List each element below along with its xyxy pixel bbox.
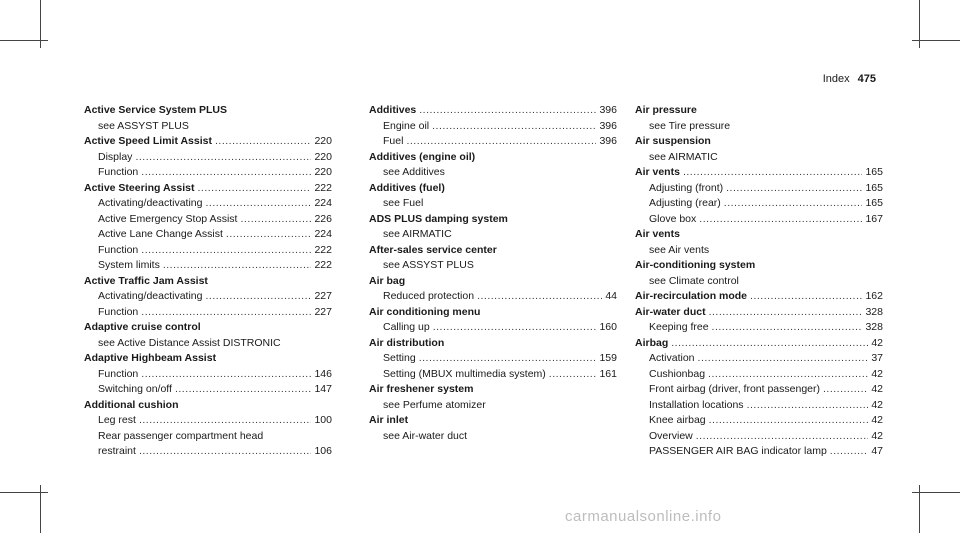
page-ref[interactable]: 42 xyxy=(871,336,883,349)
index-subentry xyxy=(635,212,883,228)
page-ref[interactable]: 44 xyxy=(605,290,617,302)
index-heading xyxy=(84,134,332,150)
index-subentry xyxy=(635,398,883,414)
index-subentry xyxy=(84,258,332,274)
index-subentry xyxy=(369,320,617,336)
index-heading xyxy=(369,243,617,259)
leader-dots xyxy=(205,196,311,212)
index-subentry xyxy=(84,212,332,228)
page-ref[interactable]: 226 xyxy=(314,212,332,225)
index-subentry xyxy=(635,320,883,336)
index-subentry xyxy=(635,243,883,259)
entry-text: PASSENGER AIR BAG indicator lamp xyxy=(649,445,827,457)
index-subentry xyxy=(369,119,617,135)
index-subentry xyxy=(84,444,332,460)
leader-dots xyxy=(708,367,868,383)
index-heading xyxy=(84,181,332,197)
index-heading xyxy=(635,165,883,181)
index-subentry xyxy=(84,119,332,135)
entry-text: Air bag xyxy=(369,274,406,287)
entry-text: Function xyxy=(98,367,139,380)
entry-text: Additives (engine oil) xyxy=(369,150,476,163)
entry-text: Air-water duct xyxy=(635,305,706,318)
page-ref[interactable]: 42 xyxy=(871,398,883,411)
entry-text: see Air-water duct xyxy=(383,429,468,442)
crop-mark xyxy=(912,40,960,41)
entry-text: Engine oil xyxy=(383,119,430,132)
crop-mark xyxy=(912,492,960,493)
page-ref[interactable]: 227 xyxy=(314,290,332,302)
page-ref[interactable]: 227 xyxy=(314,305,332,318)
entry-text: Air conditioning menu xyxy=(369,305,481,318)
index-subentry xyxy=(84,429,332,445)
page-ref[interactable]: 222 xyxy=(314,243,332,256)
leader-dots xyxy=(433,320,597,336)
entry-text: Active Steering Assist xyxy=(84,181,195,194)
index-subentry xyxy=(369,134,617,150)
entry-text: Switching on/off xyxy=(98,383,172,395)
page-ref[interactable]: 160 xyxy=(599,321,617,333)
index-subentry xyxy=(635,367,883,383)
page-ref[interactable]: 165 xyxy=(865,181,883,194)
index-subentry xyxy=(635,181,883,197)
index-column-3 xyxy=(635,103,883,460)
entry-text: Airbag xyxy=(635,336,669,349)
index-heading xyxy=(369,274,617,290)
page-ref[interactable]: 162 xyxy=(865,290,883,302)
page-ref[interactable]: 159 xyxy=(599,352,617,364)
page-ref[interactable]: 396 xyxy=(599,119,617,132)
index-subentry xyxy=(369,429,617,445)
index-subentry xyxy=(84,243,332,259)
page-ref[interactable]: 100 xyxy=(314,414,332,426)
entry-text: Display xyxy=(98,150,133,163)
entry-text: Active Lane Change Assist xyxy=(98,228,223,240)
leader-dots xyxy=(163,258,312,274)
index-column-1 xyxy=(84,103,332,460)
entry-text: Setting (MBUX multimedia system) xyxy=(383,367,546,380)
entry-text: Air freshener system xyxy=(369,383,474,395)
entry-text: Air vents xyxy=(635,166,680,178)
entry-text: see Additives xyxy=(383,166,445,178)
leader-dots xyxy=(549,367,597,383)
index-subentry xyxy=(635,196,883,212)
leader-dots xyxy=(215,134,311,150)
entry-text: Adjusting (rear) xyxy=(649,197,721,209)
leader-dots xyxy=(683,165,863,181)
index-heading xyxy=(84,351,332,367)
index-heading xyxy=(635,227,883,243)
leader-dots xyxy=(419,351,597,367)
leader-dots xyxy=(477,289,602,305)
index-subentry xyxy=(369,398,617,414)
index-heading xyxy=(84,320,332,336)
index-subentry xyxy=(84,382,332,398)
index-heading xyxy=(635,103,883,119)
index-heading xyxy=(369,336,617,352)
index-heading xyxy=(635,134,883,150)
index-subentry xyxy=(635,150,883,166)
entry-text: Activation xyxy=(649,352,695,364)
leader-dots xyxy=(671,336,868,352)
index-column-2 xyxy=(369,103,617,444)
page-header xyxy=(823,73,876,85)
index-subentry xyxy=(84,227,332,243)
entry-text: Activating/deactivating xyxy=(98,197,203,209)
entry-text: Adaptive Highbeam Assist xyxy=(84,352,217,364)
page-ref[interactable]: 328 xyxy=(865,305,883,318)
leader-dots xyxy=(141,305,311,321)
entry-text: Activating/deactivating xyxy=(98,290,203,302)
entry-text: Additives (fuel) xyxy=(369,181,445,194)
crop-mark xyxy=(0,492,48,493)
page-ref[interactable]: 396 xyxy=(599,135,617,147)
entry-text: see Climate control xyxy=(649,274,739,287)
entry-text: Adaptive cruise control xyxy=(84,321,201,333)
entry-text: Installation locations xyxy=(649,398,744,411)
page-ref[interactable]: 220 xyxy=(314,150,332,163)
entry-text: Function xyxy=(98,166,139,178)
entry-text: Overview xyxy=(649,429,693,442)
index-subentry xyxy=(635,413,883,429)
leader-dots xyxy=(198,181,312,197)
index-subentry xyxy=(369,258,617,274)
leader-dots xyxy=(726,181,862,197)
leader-dots xyxy=(141,165,311,181)
index-subentry xyxy=(369,367,617,383)
page-ref[interactable]: 328 xyxy=(865,321,883,333)
index-subentry xyxy=(84,289,332,305)
leader-dots xyxy=(712,320,863,336)
leader-dots xyxy=(698,351,869,367)
index-heading xyxy=(369,181,617,197)
index-subentry xyxy=(84,367,332,383)
index-heading xyxy=(369,382,617,398)
leader-dots xyxy=(823,382,868,398)
page-ref[interactable]: 222 xyxy=(314,181,332,194)
index-subentry xyxy=(369,351,617,367)
index-subentry xyxy=(635,119,883,135)
entry-text: see AIRMATIC xyxy=(649,150,718,163)
leader-dots xyxy=(226,227,312,243)
entry-text: Additional cushion xyxy=(84,398,179,411)
leader-dots xyxy=(141,367,311,383)
index-subentry xyxy=(635,429,883,445)
page-ref[interactable]: 220 xyxy=(314,135,332,147)
page-ref[interactable]: 220 xyxy=(314,166,332,178)
entry-text: Active Traffic Jam Assist xyxy=(84,274,208,287)
leader-dots xyxy=(750,289,862,305)
entry-text: Air vents xyxy=(635,228,680,240)
entry-text: restraint xyxy=(98,445,136,457)
page-ref[interactable]: 106 xyxy=(314,445,332,457)
entry-text: see Fuel xyxy=(383,197,424,209)
leader-dots xyxy=(724,196,863,212)
page-ref[interactable]: 224 xyxy=(314,197,332,209)
index-subentry xyxy=(84,305,332,321)
leader-dots xyxy=(135,150,311,166)
page-ref[interactable]: 47 xyxy=(871,445,883,457)
index-heading xyxy=(369,103,617,119)
entry-text: Leg rest xyxy=(98,414,136,426)
entry-text: see Tire pressure xyxy=(649,119,731,132)
entry-text: Function xyxy=(98,243,139,256)
leader-dots xyxy=(240,212,311,228)
leader-dots xyxy=(139,444,312,460)
page-ref[interactable]: 146 xyxy=(314,367,332,380)
entry-text: Air pressure xyxy=(635,104,697,116)
index-heading xyxy=(635,336,883,352)
entry-text: Cushionbag xyxy=(649,367,706,380)
leader-dots xyxy=(175,382,312,398)
page-ref[interactable]: 161 xyxy=(599,367,617,380)
entry-text: System limits xyxy=(98,259,160,271)
page-ref[interactable]: 42 xyxy=(871,429,883,442)
entry-text: Keeping free xyxy=(649,321,709,333)
entry-text: Rear passenger compartment head xyxy=(98,429,264,442)
index-subentry xyxy=(369,289,617,305)
leader-dots xyxy=(205,289,311,305)
entry-text: Additives xyxy=(369,104,417,116)
entry-text: Air suspension xyxy=(635,135,711,147)
leader-dots xyxy=(709,413,869,429)
index-subentry xyxy=(635,444,883,460)
page-ref[interactable]: 396 xyxy=(599,104,617,116)
entry-text: Front airbag (driver, front passenger) xyxy=(649,383,820,395)
page-ref[interactable]: 167 xyxy=(865,212,883,225)
leader-dots xyxy=(830,444,869,460)
index-heading xyxy=(84,274,332,290)
index-heading xyxy=(84,103,332,119)
entry-text: see ASSYST PLUS xyxy=(383,259,474,271)
entry-text: Adjusting (front) xyxy=(649,181,724,194)
page-ref[interactable]: 165 xyxy=(865,166,883,178)
entry-text: Glove box xyxy=(649,212,697,225)
entry-text: see Perfume atomizer xyxy=(383,398,486,411)
index-heading xyxy=(369,305,617,321)
entry-text: ADS PLUS damping system xyxy=(369,212,508,225)
index-subentry xyxy=(84,165,332,181)
entry-text: Function xyxy=(98,305,139,318)
entry-text: Active Service System PLUS xyxy=(84,104,227,116)
index-subentry xyxy=(369,165,617,181)
page-ref[interactable]: 42 xyxy=(871,383,883,395)
entry-text: After-sales service center xyxy=(369,243,497,256)
leader-dots xyxy=(432,119,596,135)
index-subentry xyxy=(635,351,883,367)
entry-text: Active Speed Limit Assist xyxy=(84,135,212,147)
entry-text: Reduced protection xyxy=(383,290,475,302)
index-subentry xyxy=(369,227,617,243)
index-subentry xyxy=(84,336,332,352)
entry-text: see AIRMATIC xyxy=(383,228,452,240)
entry-text: Fuel xyxy=(383,135,404,147)
crop-mark xyxy=(0,40,48,41)
page-ref[interactable]: 42 xyxy=(871,367,883,380)
index-subentry xyxy=(84,150,332,166)
leader-dots xyxy=(747,398,869,414)
entry-text: see ASSYST PLUS xyxy=(98,119,189,132)
index-subentry xyxy=(84,413,332,429)
index-subentry xyxy=(84,196,332,212)
watermark: carmanualsonline.info xyxy=(565,508,722,525)
entry-text: Air distribution xyxy=(369,336,445,349)
index-heading xyxy=(369,413,617,429)
entry-text: Air-recirculation mode xyxy=(635,290,748,302)
index-heading xyxy=(84,398,332,414)
page-ref[interactable]: 224 xyxy=(314,228,332,240)
entry-text: Active Emergency Stop Assist xyxy=(98,212,238,225)
index-heading xyxy=(635,305,883,321)
page-ref[interactable]: 37 xyxy=(871,352,883,364)
index-subentry xyxy=(635,274,883,290)
index-subentry xyxy=(635,382,883,398)
page-ref[interactable]: 165 xyxy=(865,197,883,209)
leader-dots xyxy=(709,305,863,321)
leader-dots xyxy=(419,103,596,119)
entry-text: Setting xyxy=(383,352,416,364)
leader-dots xyxy=(696,429,869,445)
leader-dots xyxy=(699,212,862,228)
leader-dots xyxy=(406,134,596,150)
index-heading xyxy=(635,289,883,305)
entry-text: see Air vents xyxy=(649,243,710,256)
index-heading xyxy=(369,150,617,166)
index-subentry xyxy=(369,196,617,212)
page-ref[interactable]: 42 xyxy=(871,414,883,426)
leader-dots xyxy=(139,413,312,429)
page-ref[interactable]: 222 xyxy=(314,259,332,271)
entry-text: Knee airbag xyxy=(649,414,706,426)
index-heading xyxy=(635,258,883,274)
page-ref[interactable]: 147 xyxy=(314,383,332,395)
entry-text: Air-conditioning system xyxy=(635,259,756,271)
page-number: 475 xyxy=(857,73,876,85)
entry-text: Air inlet xyxy=(369,414,409,426)
section-title: Index xyxy=(822,73,850,85)
entry-text: Calling up xyxy=(383,321,430,333)
leader-dots xyxy=(141,243,311,259)
index-heading xyxy=(369,212,617,228)
entry-text: see Active Distance Assist DISTRONIC xyxy=(98,336,281,349)
